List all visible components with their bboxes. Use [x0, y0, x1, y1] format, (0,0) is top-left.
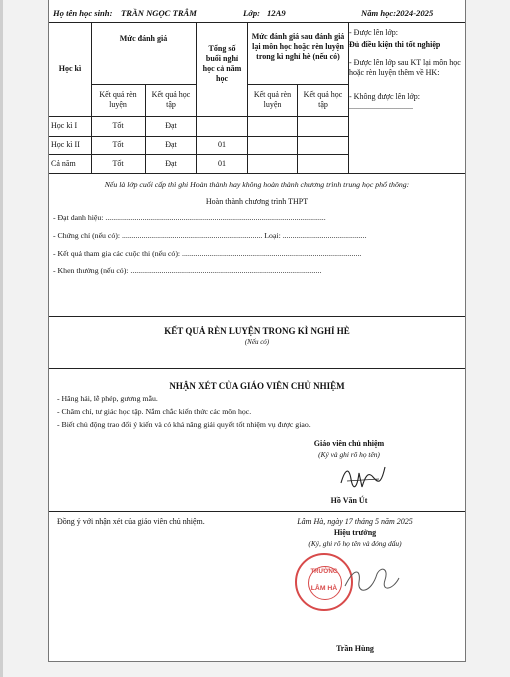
promotion-item: - Được lên lớp:: [349, 28, 399, 37]
certificate-field: - Chứng chỉ (nếu có): ........................................................................ Loại: ...........................................: [53, 231, 367, 240]
promotion-column: [349, 28, 463, 112]
row-conduct: Tốt: [112, 121, 124, 130]
principal-name: Trần Hùng: [336, 644, 374, 653]
principal-signature: [341, 560, 401, 600]
seal-top-text: TRƯỜNG: [310, 569, 338, 575]
student-name: TRẦN NGỌC TRÂM: [121, 8, 197, 18]
row-conduct: Tốt: [112, 140, 124, 149]
teacher-signature: [335, 459, 391, 493]
row-absent: 01: [218, 140, 226, 149]
not-promoted: - Không được lên lớp:: [349, 92, 421, 101]
divider: [49, 368, 465, 369]
row-term: Cả năm: [51, 159, 76, 168]
divider: [49, 316, 465, 317]
col-absent: Tổng số buổi nghỉ học cả năm học: [202, 44, 242, 83]
teacher-title: Giáo viên chủ nhiệm: [313, 439, 385, 448]
certificate-type-label: Loại:: [264, 231, 281, 240]
seal-mid-text: LÂM HÀ: [310, 585, 338, 592]
col-term: Học kì: [58, 64, 82, 73]
principal-hint: (Ký, ghi rõ họ tên và đóng dấu): [308, 539, 402, 548]
row-conduct: Tốt: [112, 159, 124, 168]
comment-line: - Hăng hái, lễ phép, gương mẫu.: [57, 394, 158, 403]
title-field: - Đạt danh hiệu: .................................................................................................................: [53, 213, 326, 222]
row-study: Đạt: [165, 159, 177, 168]
comment-line: - Chăm chỉ, tư giác học tập. Nắm chắc kiến thức các môn học.: [57, 407, 252, 416]
comment-line: - Biết chủ động trao đổi ý kiến và có khả năng giải quyết tốt nhiệm vụ được giao.: [57, 420, 311, 429]
promotion-after-retest: - Được lên lớp sau KT lại môn học hoặc rèn luyện thêm về HK:: [349, 58, 461, 77]
sub-study: Kết quả học tập: [151, 90, 191, 109]
summer-title: KẾT QUẢ RÈN LUYỆN TRONG KÌ NGHỈ HÈ: [164, 326, 350, 336]
summer-sub: (Nếu có): [244, 338, 270, 346]
principal-title: Hiệu trưởng: [333, 528, 377, 537]
window-edge: [0, 0, 3, 677]
row-study: Đạt: [165, 121, 177, 130]
comment-title: NHẬN XÉT CỦA GIÁO VIÊN CHỦ NHIỆM: [169, 381, 345, 391]
not-promoted-dots: ................................: [349, 102, 413, 111]
class-label: Lớp:: [243, 8, 261, 18]
reassess-study: Kết quả học tập: [303, 90, 343, 109]
row-term: Học kì I: [51, 121, 78, 130]
graduation-eligible: Đủ điều kiện thi tốt nghiệp: [349, 40, 441, 49]
award-label: - Khen thưởng (nếu có):: [53, 266, 129, 275]
class-name: 12A9: [267, 8, 286, 18]
student-label: Họ tên học sinh:: [53, 8, 113, 18]
sub-conduct: Kết quả rèn luyện: [99, 90, 137, 109]
teacher-name: Hồ Văn Út: [330, 496, 368, 505]
title-label: - Đạt danh hiệu:: [53, 213, 104, 222]
result-table: [49, 22, 465, 174]
report-page: [48, 0, 466, 662]
row-absent: 01: [218, 159, 226, 168]
reassess-conduct: Kết quả rèn luyện: [253, 90, 292, 109]
row-term: Học kì II: [51, 140, 80, 149]
contest-label: - Kết quả tham gia các cuộc thi (nếu có):: [53, 249, 181, 258]
teacher-hint: (Ký và ghi rõ họ tên): [318, 450, 380, 459]
contest-field: - Kết quả tham gia các cuộc thi (nếu có): ............................................................................................: [53, 249, 362, 258]
agree-note: Đồng ý với nhận xét của giáo viên chủ nhiệm.: [57, 517, 205, 526]
divider: [49, 511, 465, 512]
award-field: - Khen thưởng (nếu có): ..................................................................................................: [53, 266, 322, 275]
col-assessment: Mức đánh giá: [119, 34, 168, 43]
certificate-label: - Chứng chỉ (nếu có):: [53, 231, 121, 240]
place-date: Lâm Hà, ngày 17 tháng 5 năm 2025: [297, 517, 413, 526]
row-study: Đạt: [165, 140, 177, 149]
year-label: Năm học:: [361, 8, 397, 18]
year-value: 2024-2025: [396, 8, 434, 18]
graduation-result: Hoàn thành chương trình THPT: [205, 197, 309, 206]
graduation-note: Nếu là lớp cuối cấp thì ghi Hoàn thành hay không hoàn thành chương trình trung học phổ thông:: [104, 180, 410, 189]
col-reassess: Mức đánh giá sau đánh giá lại môn học hoặc rèn luyện trong kì nghỉ hè (nếu có): [251, 32, 345, 61]
